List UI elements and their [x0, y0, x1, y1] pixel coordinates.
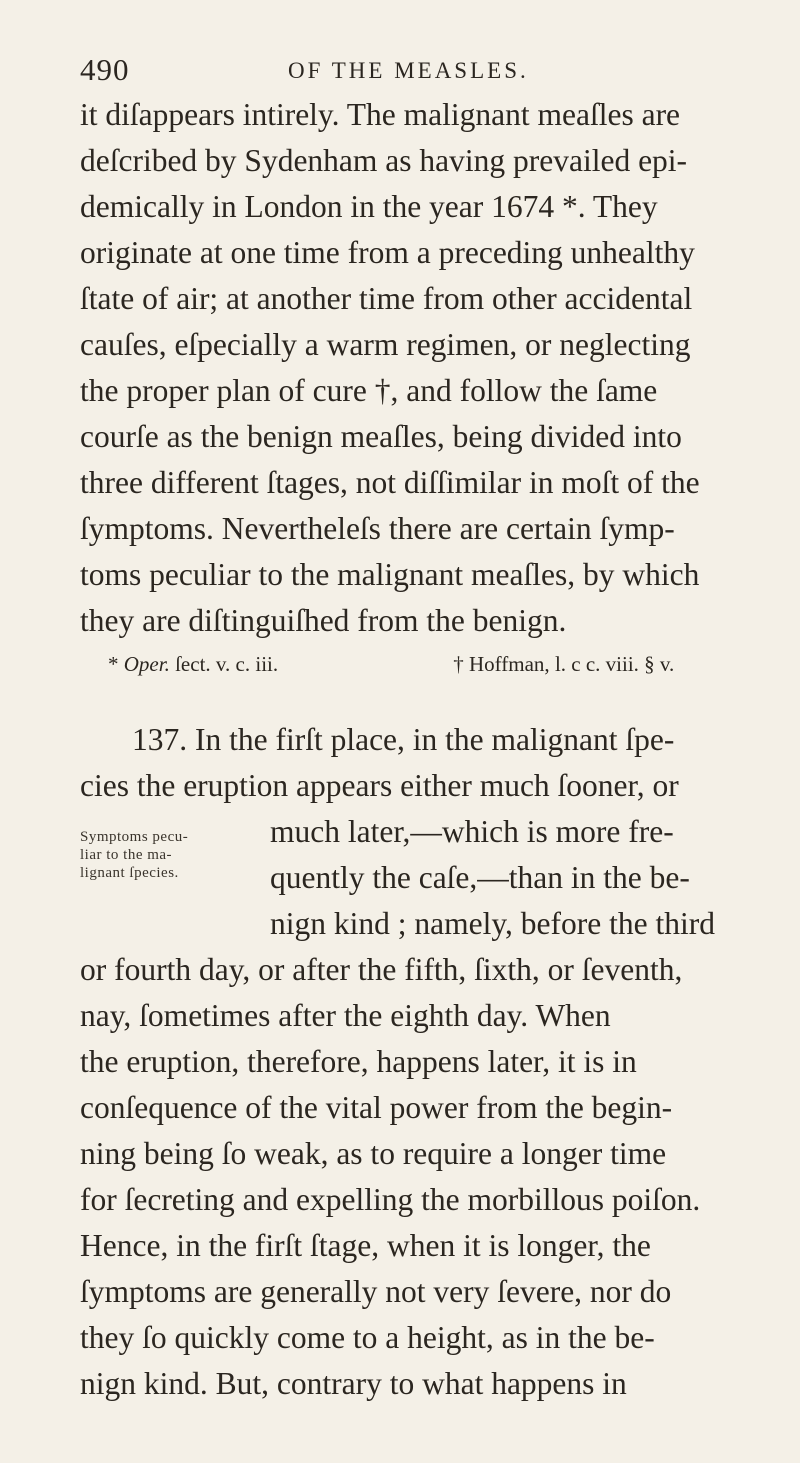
footnote — [108, 650, 448, 678]
footnote-mark: * — [108, 652, 119, 676]
text-line: they ſo quickly come to a height, as in the be- — [80, 1320, 655, 1355]
text-line: nay, ſometimes after the eighth day. When — [80, 998, 611, 1033]
page-header — [80, 52, 760, 92]
text-line: deſcribed by Sydenham as having prevailed epi- — [80, 143, 688, 178]
footnote-source: Oper. — [123, 652, 170, 676]
text-line: quently the caſe,—than in the be- — [270, 860, 690, 895]
margin-note-line: Symptoms pecu- — [80, 829, 189, 845]
text-line: conſequence of the vital power from the begin- — [80, 1090, 673, 1125]
text-line: Hence, in the firſt ſtage, when it is longer, the — [80, 1228, 651, 1263]
footnote-mark: † — [453, 652, 464, 676]
footnote-ref: ſect. v. c. iii. — [175, 652, 279, 676]
text-line: nign kind. But, contrary to what happens in — [80, 1366, 627, 1401]
text-line: three different ſtages, not diſſimilar in moſt of the — [80, 465, 700, 500]
text-line: ſtate of air; at another time from other accidental — [80, 281, 693, 316]
text-line: ſymptoms. Nevertheleſs there are certain ſymp- — [80, 511, 675, 546]
text-line: toms peculiar to the malignant meaſles, by which — [80, 557, 700, 592]
text-line: or fourth day, or after the fifth, ſixth, or ſeventh, — [80, 952, 683, 987]
text-line: demically in London in the year 1674 *. They — [80, 189, 658, 224]
text-line: the eruption, therefore, happens later, it is in — [80, 1044, 637, 1079]
footnote — [453, 650, 674, 678]
text-line: ſymptoms are generally not very ſevere, nor do — [80, 1274, 672, 1309]
running-title: OF THE MEASLES. — [288, 58, 529, 83]
margin-note-line: lignant ſpecies. — [80, 865, 179, 881]
text-line: ning being ſo weak, as to require a longer time — [80, 1136, 667, 1171]
text-line: much later,—which is more fre- — [270, 814, 674, 849]
margin-note — [80, 828, 188, 882]
text-line: 137. In the firſt place, in the malignant ſpe- — [132, 722, 675, 757]
text-line: cauſes, eſpecially a warm regimen, or neglecting — [80, 327, 691, 362]
margin-note-line: liar to the ma- — [80, 847, 173, 863]
footnote-source: Hoffman, — [469, 652, 550, 676]
page-number: 490 — [80, 52, 130, 87]
text-line: the proper plan of cure †, and follow the ſame — [80, 373, 658, 408]
text-line: for ſecreting and expelling the morbillous poiſon. — [80, 1182, 701, 1217]
text-line: nign kind ; namely, before the third — [270, 906, 715, 941]
text-line: courſe as the benign meaſles, being divided into — [80, 419, 682, 454]
text-line: they are diſtinguiſhed from the benign. — [80, 603, 567, 638]
text-line: originate at one time from a preceding unhealthy — [80, 235, 695, 270]
text-line: it diſappears intirely. The malignant meaſles are — [80, 97, 681, 132]
footnotes — [108, 650, 674, 678]
text-line: cies the eruption appears either much ſooner, or — [80, 768, 679, 803]
footnote-ref: l. c c. viii. § v. — [554, 652, 675, 676]
